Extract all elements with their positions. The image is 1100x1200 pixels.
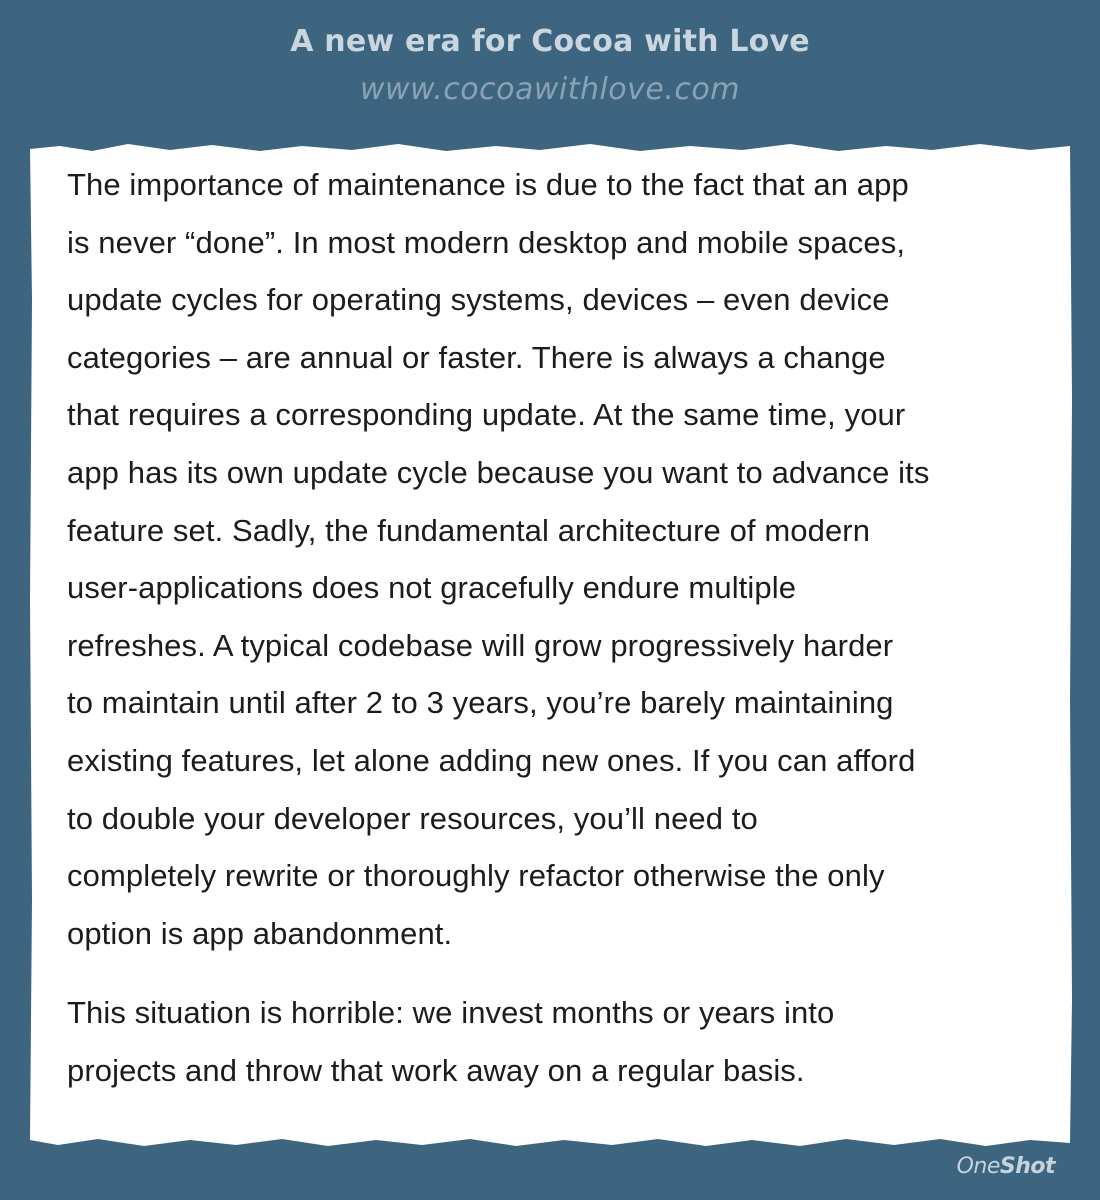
text-line: option is app abandonment. bbox=[67, 915, 453, 951]
text-line: categories – are annual or faster. There is always a change bbox=[67, 339, 886, 375]
text-line: that requires a corresponding update. At the same time, your bbox=[67, 397, 906, 433]
text-line: user-applications does not gracefully endure multiple bbox=[67, 570, 797, 606]
watermark-part-shot: Shot bbox=[999, 1154, 1055, 1179]
text-line: to double your developer resources, you’ll need to bbox=[67, 800, 758, 836]
text-line: completely rewrite or thoroughly refactor otherwise the only bbox=[67, 858, 885, 894]
text-line: is never “done”. In most modern desktop and mobile spaces, bbox=[67, 224, 906, 260]
text-line: feature set. Sadly, the fundamental architecture of modern bbox=[67, 512, 871, 548]
watermark-part-one: One bbox=[956, 1154, 1000, 1179]
page-title: A new era for Cocoa with Love bbox=[290, 24, 810, 59]
text-line: refreshes. A typical codebase will grow progressively harder bbox=[67, 627, 894, 663]
text-line: to maintain until after 2 to 3 years, you’re barely maintaining bbox=[67, 685, 894, 721]
text-line: app has its own update cycle because you want to advance its bbox=[67, 454, 930, 490]
article-body bbox=[67, 156, 1052, 1100]
text-line: This situation is horrible: we invest months or years into bbox=[67, 995, 835, 1031]
text-line: existing features, let alone adding new ones. If you can afford bbox=[67, 742, 916, 778]
text-line: The importance of maintenance is due to the fact that an app bbox=[67, 167, 909, 202]
paragraph-1 bbox=[67, 156, 1052, 962]
oneshot-watermark-logo bbox=[957, 1154, 1055, 1179]
text-line: projects and throw that work away on a regular basis. bbox=[67, 1052, 805, 1088]
paragraph-2 bbox=[67, 984, 1052, 1099]
text-line: update cycles for operating systems, devices – even device bbox=[67, 282, 890, 318]
site-url: www.cocoawithlove.com bbox=[360, 72, 740, 107]
